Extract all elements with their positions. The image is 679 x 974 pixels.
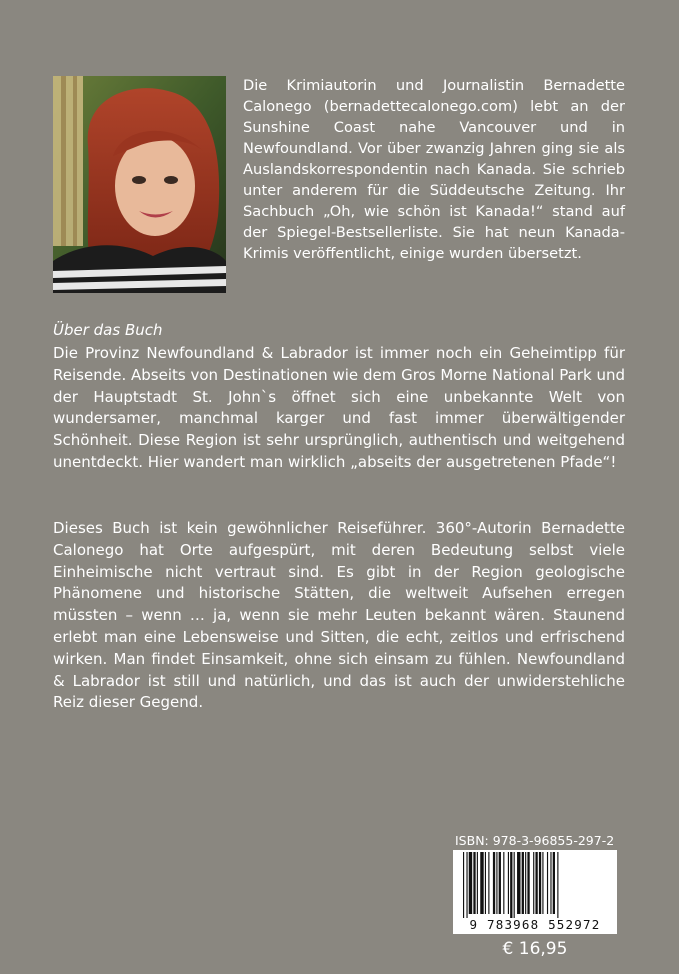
barcode-digits: 9 783968 552972	[469, 917, 601, 932]
barcode-bar	[503, 852, 504, 914]
barcode-bar	[480, 852, 483, 914]
barcode	[453, 850, 617, 934]
barcode-bars	[453, 850, 617, 920]
barcode-bar	[533, 852, 534, 914]
price: € 16,95	[502, 939, 568, 959]
barcode-bar	[499, 852, 501, 914]
book-description-paragraph-1: Die Provinz Newfoundland & Labrador ist immer noch ein Geheimtipp für Reisende. Abseits von Destinationen wie dem Gros Morne National Park und der Hauptstadt St. John`s öffnet sich eine unbekannte Welt von wundersamer, manchmal karger und fast immer überwältigender Schönheit. Diese Region ist sehr ursprünglich, authentisch und weitgehend unentdeckt. Hier wandert man wirklich „abseits der ausgetretenen Pfade“!	[53, 344, 625, 471]
barcode-bar	[539, 852, 541, 914]
barcode-bar	[522, 852, 524, 914]
barcode-bar	[469, 852, 472, 914]
isbn-label: ISBN: 978-3-96855-297-2	[455, 833, 615, 848]
barcode-bar	[496, 852, 497, 914]
barcode-bar	[557, 852, 558, 918]
barcode-bar	[527, 852, 529, 914]
barcode-bar	[463, 852, 464, 918]
barcode-bar	[525, 852, 526, 914]
barcode-bar	[550, 852, 551, 914]
barcode-bar	[485, 852, 486, 914]
barcode-bar	[508, 852, 509, 914]
author-portrait-illustration	[53, 76, 226, 293]
barcode-bar	[510, 852, 512, 918]
author-photo	[53, 76, 226, 293]
barcode-bar	[547, 852, 548, 914]
book-description-paragraph-2: Dieses Buch ist kein gewöhnlicher Reiseführer. 360°-Autorin Bernadette Calonego hat Orte aufgespürt, mit deren Bedeutung selbst viele Einheimische nicht vertraut sind. Es gibt in der Region geologische Phänomene und historische Stätten, die weltweit Aufsehen erregen müssten – wenn … ja, wenn sie mehr Leuten bekannt wären. Staunend erlebt man eine Lebensweise und Sitten, die echt, zeitlos und erfrischend wirken. Man findet Einsamkeit, ohne sich einsam zu fühlen. Newfoundland & Labrador ist still und natürlich, und das ist auch der unwiderstehliche Reiz dieser Gegend.	[53, 519, 625, 712]
barcode-bar	[477, 852, 478, 914]
barcode-bar	[473, 852, 475, 914]
barcode-bar	[488, 852, 489, 914]
barcode-bar	[535, 852, 537, 914]
barcode-bar	[466, 852, 467, 918]
barcode-bar	[542, 852, 543, 914]
section-heading: Über das Buch	[53, 321, 163, 339]
barcode-bar	[514, 852, 515, 918]
barcode-bar	[493, 852, 495, 914]
barcode-bar	[553, 852, 555, 914]
barcode-bar	[517, 852, 520, 914]
author-bio: Die Krimiautorin und Journalistin Bernadette Calonego (bernadettecalonego.com) lebt an der Sunshine Coast nahe Vancouver und in Newfoundland. Vor über zwanzig Jahren ging sie als Auslandskorrespondentin nach Kanada. Sie schrieb unter anderem für die Süddeutsche Zeitung. Ihr Sachbuch „Oh, wie schön ist Kanada!“ stand auf der Spiegel-Bestsellerliste. Sie hat neun Kanada-Krimis veröffentlicht, einige wurden übersetzt.	[243, 77, 625, 262]
